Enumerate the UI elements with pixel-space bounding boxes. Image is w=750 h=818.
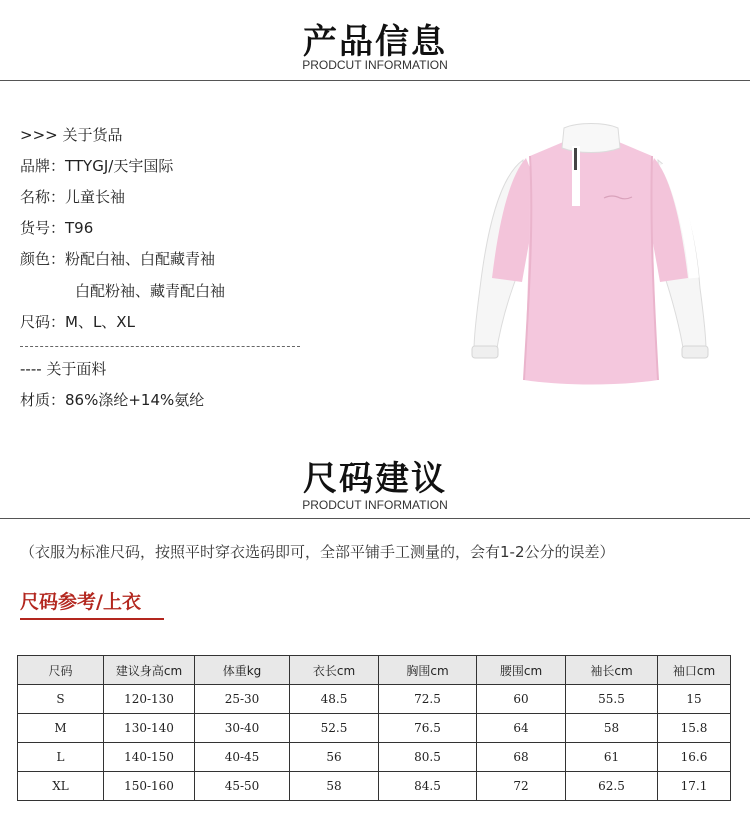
table-cell: 25-30 — [195, 685, 290, 714]
size-suggestion-rule — [0, 518, 750, 519]
item-number-line: 货号：T96 — [20, 219, 94, 237]
size-table — [17, 655, 731, 801]
table-cell: 64 — [477, 714, 566, 743]
table-cell: 15 — [658, 685, 731, 714]
table-cell: 58 — [290, 772, 379, 801]
table-row — [18, 772, 731, 801]
table-cell: S — [18, 685, 104, 714]
table-row — [18, 714, 731, 743]
table-cell: 76.5 — [379, 714, 477, 743]
table-cell: 72.5 — [379, 685, 477, 714]
size-reference-heading: 尺码参考/上衣 — [20, 591, 141, 613]
table-cell: 48.5 — [290, 685, 379, 714]
table-cell: 72 — [477, 772, 566, 801]
table-cell: 120-130 — [104, 685, 195, 714]
table-cell: 17.1 — [658, 772, 731, 801]
table-cell: 52.5 — [290, 714, 379, 743]
name-line: 名称：儿童长袖 — [20, 188, 126, 206]
table-cell: 68 — [477, 743, 566, 772]
size-suggestion-subtitle: PRODCUT INFORMATION — [302, 498, 448, 512]
table-cell: 130-140 — [104, 714, 195, 743]
table-cell: 56 — [290, 743, 379, 772]
table-row — [18, 743, 731, 772]
table-cell: M — [18, 714, 104, 743]
table-cell: XL — [18, 772, 104, 801]
table-row — [18, 685, 731, 714]
header-chest: 胸围cm — [379, 656, 477, 685]
table-cell: 45-50 — [195, 772, 290, 801]
table-cell: 30-40 — [195, 714, 290, 743]
info-divider — [20, 346, 300, 347]
table-cell: 16.6 — [658, 743, 731, 772]
shirt-product-image — [468, 118, 718, 390]
header-size: 尺码 — [18, 656, 104, 685]
header-length: 衣长cm — [290, 656, 379, 685]
header-height: 建议身高cm — [104, 656, 195, 685]
product-info-rule — [0, 80, 750, 81]
table-cell: L — [18, 743, 104, 772]
sizes-line: 尺码：M、L、XL — [20, 313, 135, 331]
table-cell: 80.5 — [379, 743, 477, 772]
table-cell: 62.5 — [566, 772, 658, 801]
size-suggestion-title: 尺码建议 — [303, 459, 447, 499]
header-cuff: 袖口cm — [658, 656, 731, 685]
table-cell: 61 — [566, 743, 658, 772]
about-goods-label: >>> 关于货品 — [20, 126, 123, 144]
brand-line: 品牌：TTYGJ/天宇国际 — [20, 157, 174, 175]
table-cell: 140-150 — [104, 743, 195, 772]
product-info-subtitle: PRODCUT INFORMATION — [302, 58, 448, 72]
table-cell: 40-45 — [195, 743, 290, 772]
table-cell: 55.5 — [566, 685, 658, 714]
measurement-note: （衣服为标准尺码，按照平时穿衣选码即可，全部平铺手工测量的，会有1-2公分的误差） — [20, 543, 615, 561]
about-fabric-label: ---- 关于面料 — [20, 360, 107, 378]
table-cell: 60 — [477, 685, 566, 714]
size-table-header-row — [18, 656, 731, 685]
product-info-title: 产品信息 — [303, 22, 447, 62]
color-line-1: 颜色：粉配白袖、白配藏青袖 — [20, 250, 216, 268]
material-line: 材质：86%涤纶+14%氨纶 — [20, 391, 205, 409]
table-cell: 15.8 — [658, 714, 731, 743]
header-waist: 腰围cm — [477, 656, 566, 685]
header-weight: 体重kg — [195, 656, 290, 685]
size-reference-underline — [20, 618, 164, 620]
color-line-2: 白配粉袖、藏青配白袖 — [75, 282, 226, 300]
header-sleeve: 袖长cm — [566, 656, 658, 685]
table-cell: 58 — [566, 714, 658, 743]
table-cell: 84.5 — [379, 772, 477, 801]
table-cell: 150-160 — [104, 772, 195, 801]
